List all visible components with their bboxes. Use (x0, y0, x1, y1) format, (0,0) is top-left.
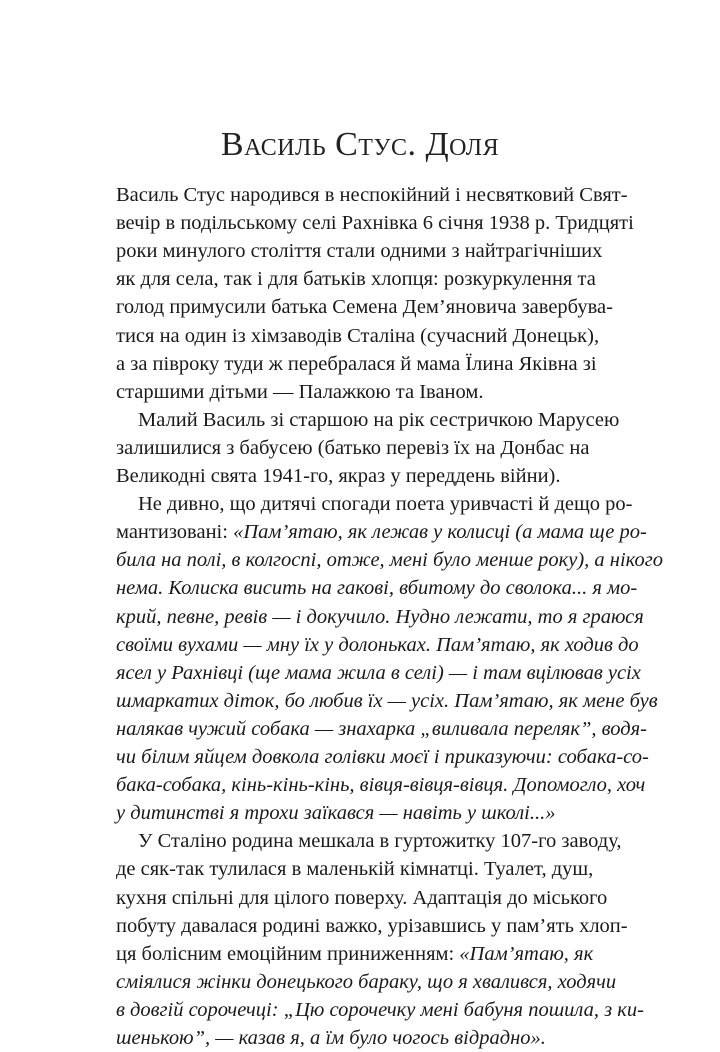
italic-quote-text: своїми вухами — мну їх у долоньках. Пам’ятаю, як ходив до (116, 633, 639, 656)
italic-quote-text: в довгій сорочечці: „Цю сорочечку мені бабуня пошила, з ки- (116, 998, 644, 1021)
text-line (116, 743, 649, 771)
text-segment: голод примусили батька Семена Дем’яновича завербува- (116, 296, 613, 319)
text-line (116, 322, 600, 350)
italic-quote-text: шенькою”, — казав я, а їм було чогось відрадно». (116, 1027, 546, 1049)
text-segment: мантизовані: (116, 521, 234, 544)
text-segment: побуту давалася родині важко, урізавшись у пам’ять хлоп- (116, 914, 628, 937)
text-line (116, 350, 597, 378)
text-segment: роки минулого століття стали одними з найтрагічніших (116, 240, 603, 263)
text-segment: тися на один із хімзаводів Сталіна (сучасний Донецьк), (116, 324, 600, 347)
text-segment: як для села, так і для батьків хлопця: розкуркулення та (116, 268, 596, 291)
text-line (116, 799, 556, 827)
text-line (116, 968, 617, 996)
text-segment: вечір в подільському селі Рахнівка 6 січня 1938 р. Тридцяті (116, 212, 634, 235)
italic-quote-text: била на полі, в колгоспі, отже, мені було менше року), а нікого (116, 549, 663, 572)
text-segment: кухня спільні для цілого поверху. Адаптація до міського (116, 886, 608, 909)
italic-quote-text: сміялися жінки донецького бараку, що я хвалився, ходячи (116, 970, 617, 993)
text-line (116, 265, 596, 293)
italic-quote-text: нема. Колиска висить на гакові, вбитому до сволока... я мо- (116, 577, 638, 600)
text-segment: ця болісним емоційним приниженням: (116, 942, 460, 965)
text-segment: Не дивно, що дитячі спогади поета уривчасті й дещо ро- (138, 493, 633, 516)
italic-quote-text: крий, певне, ревів — і докучило. Нудно лежати, то я граюся (116, 605, 644, 628)
text-line (116, 181, 628, 209)
text-segment: Василь Стус народився в неспокійний і несвятковий Свят- (116, 184, 628, 206)
text-line (116, 855, 594, 883)
text-line (116, 659, 641, 687)
text-line (116, 490, 633, 518)
text-line (116, 434, 590, 462)
text-line (116, 574, 638, 602)
text-line (116, 771, 646, 799)
text-line (116, 237, 603, 265)
text-segment: Великодні свята 1941-го, якраз у переддень війни). (116, 465, 561, 487)
text-line (116, 209, 634, 237)
text-line (116, 715, 647, 743)
text-line (116, 603, 644, 631)
italic-quote-text: шмаркатих діток, бо любив їх — усіх. Пам’ятаю, як мене був (116, 689, 658, 712)
italic-quote-text: «Пам’ятаю, як (459, 942, 594, 965)
text-segment: старшими дітьми — Палажкою та Іваном. (116, 380, 484, 403)
italic-quote-text: чи білим яйцем довкола голівки моєї і приказуючи: собака-со- (116, 746, 649, 768)
text-line (116, 378, 546, 406)
italic-quote-text: ясел у Рахнівці (ще мама жила в селі) — і там вцілював усіх (116, 661, 641, 684)
text-line (116, 687, 658, 715)
text-line (116, 631, 639, 659)
text-line (116, 827, 622, 855)
text-line (116, 940, 594, 968)
text-segment: залишилися з бабусею (батько перевіз їх на Донбас на (116, 436, 590, 459)
text-segment: У Сталіно родина мешкала в гуртожитку 107-го заводу, (138, 830, 622, 853)
text-line (116, 1024, 546, 1052)
chapter-title: Василь Стус. Доля (220, 126, 500, 163)
italic-quote-text: бака-собака, кінь-кінь-кінь, вівця-вівця-вівця. Допомогло, хоч (116, 774, 646, 797)
text-segment: а за півроку туди ж перебралася й мама Їлина Яківна зі (116, 352, 597, 375)
text-line (116, 996, 644, 1024)
italic-quote-text: налякав чужий собака — знахарка „виливала переляк”, водя- (116, 717, 647, 740)
text-line (116, 462, 561, 490)
italic-quote-text: у дитинстві я трохи заїкався — навіть у школі...» (116, 802, 556, 825)
text-segment: де сяк-так тулилася в маленькій кімнатці. Туалет, душ, (116, 858, 594, 881)
text-segment: Малий Василь зі старшою на рік сестричкою Марусею (138, 408, 620, 431)
text-line (116, 912, 628, 940)
text-line (116, 546, 663, 574)
text-line (116, 518, 647, 546)
text-line (116, 293, 613, 321)
text-line (116, 406, 620, 434)
text-line (116, 884, 608, 912)
italic-quote-text: «Пам’ятаю, як лежав у колисці (а мама ще ро- (233, 521, 647, 544)
